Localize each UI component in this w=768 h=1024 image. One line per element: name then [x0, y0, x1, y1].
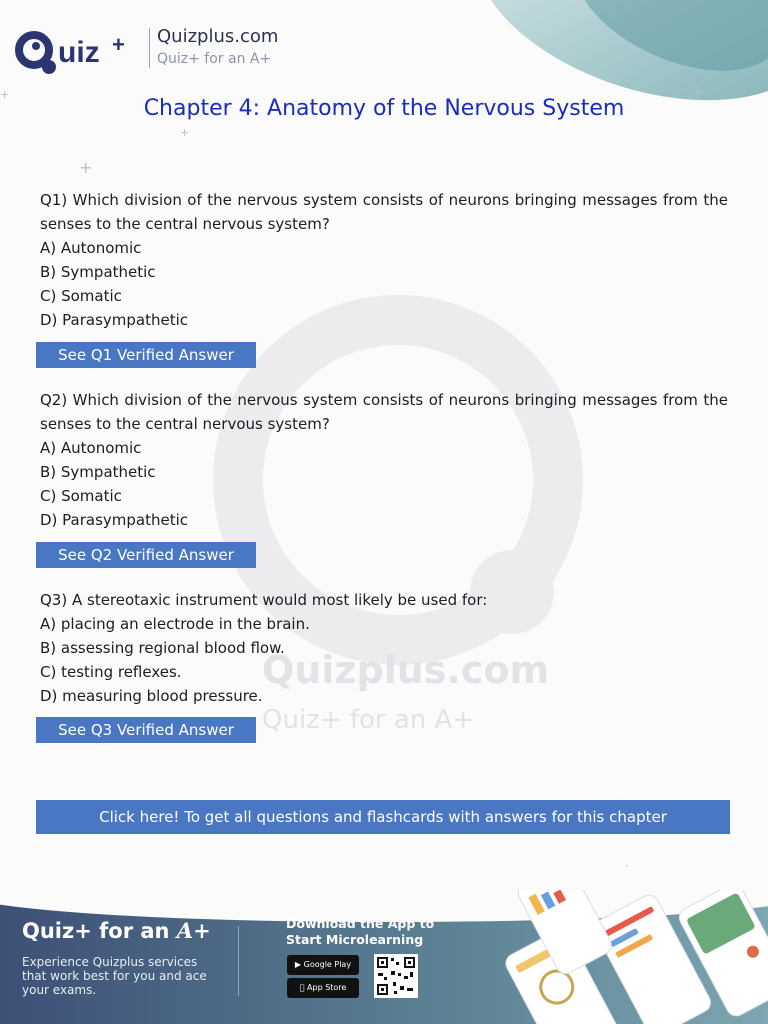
answer-option: C) Somatic — [40, 287, 122, 305]
plus-decoration-icon: + — [0, 88, 10, 101]
quizplus-logo-icon[interactable] — [14, 24, 154, 80]
footer-description: Experience Quizplus services that work best for you and ace your exams. — [22, 955, 207, 997]
question-text: Q2) Which division of the nervous system consists of neurons bringing messages from the senses to the central nervous system? — [40, 391, 728, 433]
google-play-label: Google Play — [303, 960, 352, 969]
google-play-button[interactable] — [287, 955, 359, 975]
answer-option: A) Autonomic — [40, 439, 142, 457]
answer-option: D) Parasympathetic — [40, 511, 189, 529]
question-text: Q1) Which division of the nervous system consists of neurons bringing messages from the senses to the central nervous system? — [40, 191, 728, 233]
download-app-text: Download the App to Start Microlearning — [286, 916, 435, 947]
footer-divider — [238, 926, 239, 996]
brand-divider — [149, 28, 150, 68]
watermark-tagline: Quiz+ for an A+ — [262, 705, 475, 735]
app-store-label: App Store — [303, 983, 343, 992]
app-store-button[interactable] — [287, 978, 359, 998]
all-questions-cta-button[interactable]: Click here! To get all questions and flashcards with answers for this chapter — [36, 800, 730, 834]
question-block — [40, 188, 728, 332]
question-block — [40, 588, 728, 708]
answer-option: A) placing an electrode in the brain. — [40, 615, 310, 633]
plus-decoration-icon: + — [691, 82, 705, 101]
answer-option: A) Autonomic — [40, 239, 142, 257]
answer-option: D) Parasympathetic — [40, 311, 189, 329]
footer-headline-prefix: Quiz+ for an — [22, 919, 177, 943]
answer-option: C) testing reflexes. — [40, 663, 182, 681]
app-phones-illustration — [500, 890, 768, 1024]
answer-option: D) measuring blood pressure. — [40, 687, 263, 705]
footer-headline-aplus: A+ — [176, 918, 211, 943]
svg-text:uiz: uiz — [58, 36, 100, 69]
plus-decoration-icon: + — [79, 158, 93, 177]
see-q2-answer-button[interactable]: See Q2 Verified Answer — [36, 542, 256, 568]
qr-code-icon[interactable] — [374, 954, 418, 998]
play-icon: ▶ — [294, 960, 302, 969]
question-text: Q3) A stereotaxic instrument would most likely be used for: — [40, 591, 488, 609]
brand-tagline: Quiz+ for an A+ — [157, 51, 272, 67]
watermark-site: Quizplus.com — [262, 648, 550, 692]
apple-icon — [300, 983, 305, 992]
answer-option: B) assessing regional blood flow. — [40, 639, 285, 657]
answer-option: B) Sympathetic — [40, 463, 156, 481]
answer-option: B) Sympathetic — [40, 263, 156, 281]
svg-text:+: + — [112, 32, 125, 57]
answer-option: C) Somatic — [40, 487, 122, 505]
question-block — [40, 388, 728, 532]
footer-headline — [22, 918, 211, 943]
brand-name: Quizplus.com — [157, 26, 279, 47]
plus-decoration-icon: + — [180, 126, 190, 139]
chapter-title: Chapter 4: Anatomy of the Nervous System — [143, 96, 625, 121]
see-q3-answer-button[interactable]: See Q3 Verified Answer — [36, 717, 256, 743]
see-q1-answer-button[interactable]: See Q1 Verified Answer — [36, 342, 256, 368]
